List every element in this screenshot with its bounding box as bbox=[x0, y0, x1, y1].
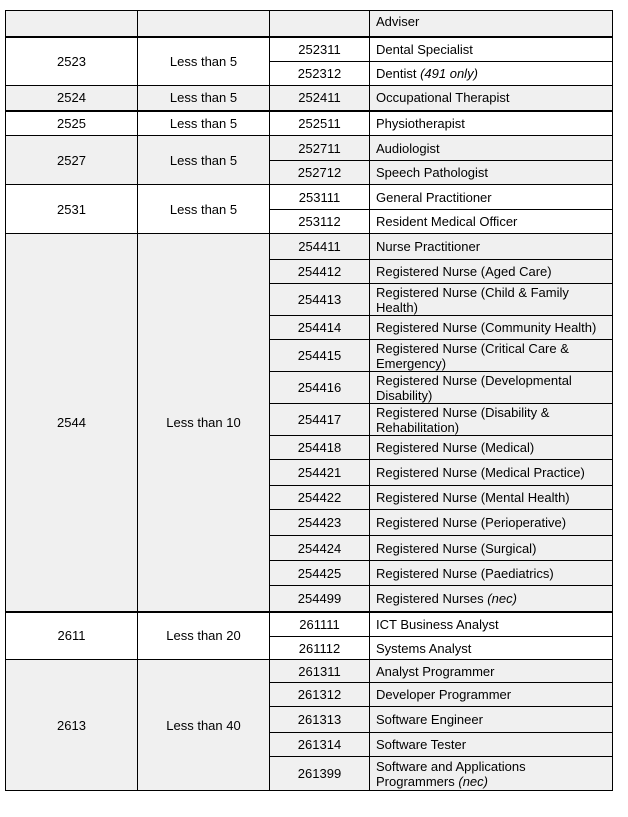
anzsco-code-cell: 261313 bbox=[270, 707, 370, 733]
occupation-title-cell bbox=[370, 536, 613, 561]
unit-group-cell: 2524 bbox=[6, 86, 138, 111]
cap-cell: Less than 20 bbox=[138, 612, 270, 660]
occupation-row bbox=[6, 86, 613, 111]
occupation-title-cell bbox=[370, 460, 613, 486]
occupation-row bbox=[6, 185, 613, 210]
anzsco-code-cell: 254499 bbox=[270, 586, 370, 612]
occupation-title: Resident Medical Officer bbox=[376, 214, 518, 229]
anzsco-code-cell: 254416 bbox=[270, 372, 370, 404]
occupation-title: Registered Nurse (Aged Care) bbox=[376, 264, 552, 279]
code-cell bbox=[270, 11, 370, 37]
anzsco-code-cell: 254417 bbox=[270, 404, 370, 436]
anzsco-code-cell: 252311 bbox=[270, 37, 370, 62]
occupation-title: Speech Pathologist bbox=[376, 165, 489, 180]
occupation-title: Systems Analyst bbox=[376, 640, 472, 656]
cap-cell: Less than 5 bbox=[138, 185, 270, 234]
occupation-row bbox=[6, 111, 613, 136]
occupation-title-cell: Adviser bbox=[370, 11, 613, 37]
unit-group-cell: 2544 bbox=[6, 234, 138, 612]
occupation-row bbox=[6, 660, 613, 683]
anzsco-code-cell: 254413 bbox=[270, 284, 370, 316]
unit-group-cell: 2613 bbox=[6, 660, 138, 791]
occupation-title: Registered Nurse (Community Health) bbox=[376, 320, 597, 335]
occupation-title-cell bbox=[370, 586, 613, 612]
anzsco-code-cell: 252312 bbox=[270, 62, 370, 86]
occupation-note: (nec) bbox=[487, 590, 517, 606]
unit-group-cell: 2531 bbox=[6, 185, 138, 234]
occupation-title: Software and Applications Programmers bbox=[376, 758, 526, 789]
occupation-title-cell bbox=[370, 372, 613, 404]
unit-group-cell: 2527 bbox=[6, 136, 138, 185]
occupation-title: Dentist bbox=[376, 66, 417, 81]
anzsco-code-cell: 261314 bbox=[270, 733, 370, 757]
occupation-title: Occupational Therapist bbox=[376, 90, 510, 106]
occupation-title-cell bbox=[370, 660, 613, 683]
anzsco-code-cell: 261311 bbox=[270, 660, 370, 683]
occupation-note: (491 only) bbox=[420, 66, 478, 81]
occupation-title-cell bbox=[370, 185, 613, 210]
occupation-title-cell bbox=[370, 136, 613, 161]
unit-group-cell bbox=[6, 11, 138, 37]
occupation-title-cell bbox=[370, 757, 613, 791]
occupation-title: Registered Nurse (Perioperative) bbox=[376, 515, 567, 530]
occupation-title: Registered Nurse (Disability & Rehabilitation) bbox=[376, 404, 550, 435]
occupation-title-cell bbox=[370, 260, 613, 284]
cap-cell bbox=[138, 11, 270, 37]
occupation-title: Physiotherapist bbox=[376, 115, 465, 131]
anzsco-code-cell: 252511 bbox=[270, 111, 370, 136]
anzsco-code-cell: 252712 bbox=[270, 161, 370, 185]
occupation-title: Registered Nurse (Developmental Disability) bbox=[376, 372, 572, 403]
occupation-title-cell bbox=[370, 683, 613, 707]
occupation-title-cell bbox=[370, 161, 613, 185]
occupation-title-cell bbox=[370, 637, 613, 660]
occupation-title-cell bbox=[370, 234, 613, 260]
anzsco-code-cell: 254422 bbox=[270, 486, 370, 510]
occupation-title-cell bbox=[370, 612, 613, 637]
occupation-title-cell bbox=[370, 37, 613, 62]
anzsco-code-cell: 254418 bbox=[270, 436, 370, 460]
occupation-title: ICT Business Analyst bbox=[376, 616, 499, 632]
header-continuation-row bbox=[6, 11, 613, 37]
anzsco-code-cell: 254425 bbox=[270, 561, 370, 586]
occupation-title: Software Tester bbox=[376, 737, 467, 752]
occupation-title-cell bbox=[370, 510, 613, 536]
occupation-title: Analyst Programmer bbox=[376, 663, 495, 679]
occupation-title: Registered Nurse (Paediatrics) bbox=[376, 565, 554, 581]
occupation-title: General Practitioner bbox=[376, 189, 492, 205]
occupation-title-cell bbox=[370, 284, 613, 316]
occupation-title: Nurse Practitioner bbox=[376, 239, 481, 254]
cap-cell: Less than 40 bbox=[138, 660, 270, 791]
anzsco-code-cell: 254412 bbox=[270, 260, 370, 284]
unit-group-cell: 2523 bbox=[6, 37, 138, 86]
anzsco-code-cell: 261312 bbox=[270, 683, 370, 707]
occupation-title-cell bbox=[370, 436, 613, 460]
occupation-row bbox=[6, 234, 613, 260]
occupation-title: Developer Programmer bbox=[376, 687, 512, 702]
cap-cell: Less than 10 bbox=[138, 234, 270, 612]
occupation-title-cell bbox=[370, 62, 613, 86]
occupation-table bbox=[5, 10, 613, 791]
cap-cell: Less than 5 bbox=[138, 111, 270, 136]
anzsco-code-cell: 252411 bbox=[270, 86, 370, 111]
unit-group-cell: 2611 bbox=[6, 612, 138, 660]
cap-cell: Less than 5 bbox=[138, 86, 270, 111]
anzsco-code-cell: 254424 bbox=[270, 536, 370, 561]
anzsco-code-cell: 254411 bbox=[270, 234, 370, 260]
occupation-title-cell bbox=[370, 486, 613, 510]
occupation-note: (nec) bbox=[458, 773, 488, 789]
anzsco-code-cell: 254414 bbox=[270, 316, 370, 340]
anzsco-code-cell: 253111 bbox=[270, 185, 370, 210]
occupation-title: Registered Nurse (Medical) bbox=[376, 440, 535, 455]
occupation-title-cell bbox=[370, 733, 613, 757]
occupation-title-cell bbox=[370, 340, 613, 372]
occupation-title-cell bbox=[370, 111, 613, 136]
anzsco-code-cell: 261112 bbox=[270, 637, 370, 660]
anzsco-code-cell: 253112 bbox=[270, 210, 370, 234]
occupation-title: Dental Specialist bbox=[376, 41, 473, 57]
occupation-title-cell bbox=[370, 404, 613, 436]
occupation-title-cell bbox=[370, 86, 613, 111]
anzsco-code-cell: 254423 bbox=[270, 510, 370, 536]
anzsco-code-cell: 261111 bbox=[270, 612, 370, 637]
anzsco-code-cell: 254421 bbox=[270, 460, 370, 486]
occupation-row bbox=[6, 136, 613, 161]
occupation-title-cell bbox=[370, 210, 613, 234]
occupation-table-body bbox=[6, 11, 613, 791]
unit-group-cell: 2525 bbox=[6, 111, 138, 136]
cap-cell: Less than 5 bbox=[138, 37, 270, 86]
occupation-title-cell bbox=[370, 707, 613, 733]
occupation-title-cell bbox=[370, 316, 613, 340]
occupation-title: Registered Nurse (Surgical) bbox=[376, 540, 537, 556]
occupation-row bbox=[6, 37, 613, 62]
anzsco-code-cell: 254415 bbox=[270, 340, 370, 372]
occupation-title: Audiologist bbox=[376, 140, 440, 156]
occupation-title: Registered Nurse (Child & Family Health) bbox=[376, 284, 569, 315]
occupation-title: Software Engineer bbox=[376, 712, 483, 727]
occupation-title: Registered Nurses bbox=[376, 590, 484, 606]
occupation-title: Registered Nurse (Mental Health) bbox=[376, 490, 570, 505]
cap-cell: Less than 5 bbox=[138, 136, 270, 185]
occupation-title-cell bbox=[370, 561, 613, 586]
occupation-row bbox=[6, 612, 613, 637]
occupation-title: Registered Nurse (Medical Practice) bbox=[376, 465, 585, 480]
anzsco-code-cell: 261399 bbox=[270, 757, 370, 791]
occupation-title: Registered Nurse (Critical Care & Emergency) bbox=[376, 340, 569, 371]
anzsco-code-cell: 252711 bbox=[270, 136, 370, 161]
